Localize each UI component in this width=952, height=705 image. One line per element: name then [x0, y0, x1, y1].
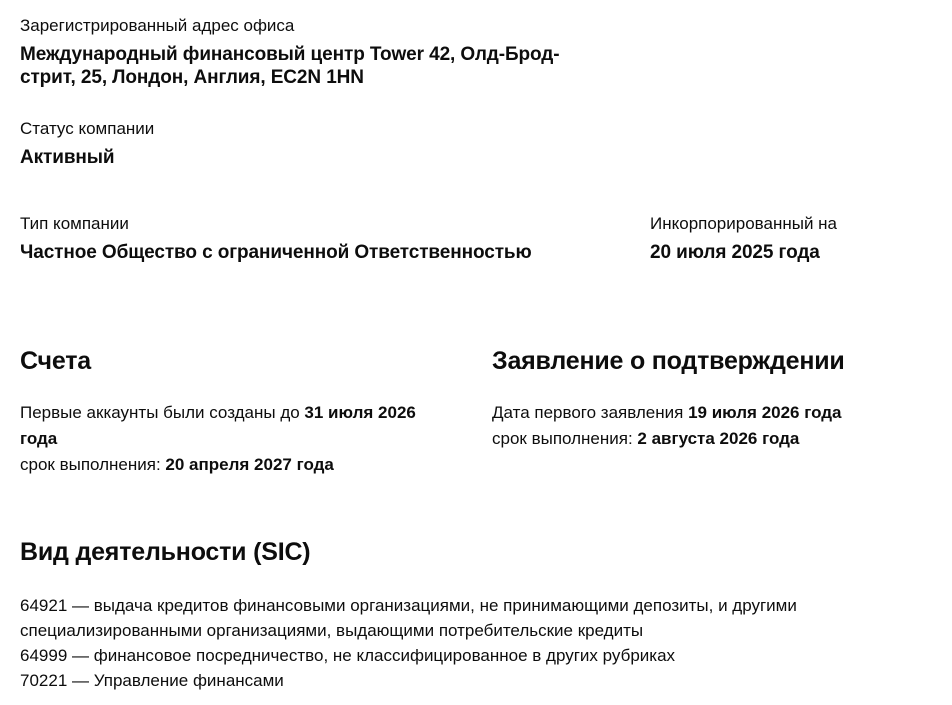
company-status-section [20, 118, 932, 169]
sic-item: 64999 — финансовое посредничество, не классифицированное в других рубриках [20, 646, 676, 665]
company-status-label: Статус компании [20, 119, 155, 138]
first-statement-text: Дата первого заявления [492, 403, 689, 422]
registered-office-label: Зарегистрированный адрес офиса [20, 16, 295, 35]
sic-heading: Вид деятельности (SIC) [20, 538, 311, 566]
company-status-value: Активный [20, 147, 115, 168]
sic-item: 70221 — Управление финансами [20, 671, 284, 690]
accounts-due-date: 20 апреля 2027 года [165, 455, 334, 474]
confirmation-due-label: срок выполнения: [492, 429, 638, 448]
first-accounts-date-part1: 31 июля 2026 [304, 403, 416, 422]
confirmation-due-date: 2 августа 2026 года [637, 429, 800, 448]
incorporated-section [650, 213, 932, 264]
sic-item: 64921 — выдача кредитов финансовыми организациями, не принимающими депозиты, и другими специализированными организациями, выдающими потребительские кредиты [20, 596, 797, 640]
confirmation-statement-heading: Заявление о подтверждении [492, 347, 845, 375]
first-accounts-text: Первые аккаунты были созданы до [20, 403, 305, 422]
first-accounts-date-part2: года [20, 429, 58, 448]
incorporated-date: 20 июля 2025 года [650, 242, 820, 263]
company-type-section [20, 213, 650, 264]
accounts-heading: Счета [20, 347, 91, 375]
address-line-2: стрит, 25, Лондон, Англия, EC2N 1HN [20, 67, 364, 88]
registered-office-section [20, 15, 932, 89]
registered-office-address [20, 43, 932, 89]
company-type-label: Тип компании [20, 214, 129, 233]
sic-list [20, 593, 905, 693]
sic-section [20, 538, 932, 693]
company-type-row [20, 213, 932, 264]
company-type-value: Частное Общество с ограниченной Ответственностью [20, 242, 532, 263]
confirmation-statement-details [492, 400, 932, 452]
accounts-section [20, 347, 492, 478]
confirmation-statement-section [492, 347, 932, 478]
accounts-confirmation-row [20, 347, 932, 478]
first-statement-date: 19 июля 2026 года [688, 403, 842, 422]
accounts-due-label: срок выполнения: [20, 455, 166, 474]
incorporated-label: Инкорпорированный на [650, 214, 838, 233]
address-line-1: Международный финансовый центр Tower 42, Олд-Брод- [20, 44, 560, 65]
accounts-details [20, 400, 492, 478]
